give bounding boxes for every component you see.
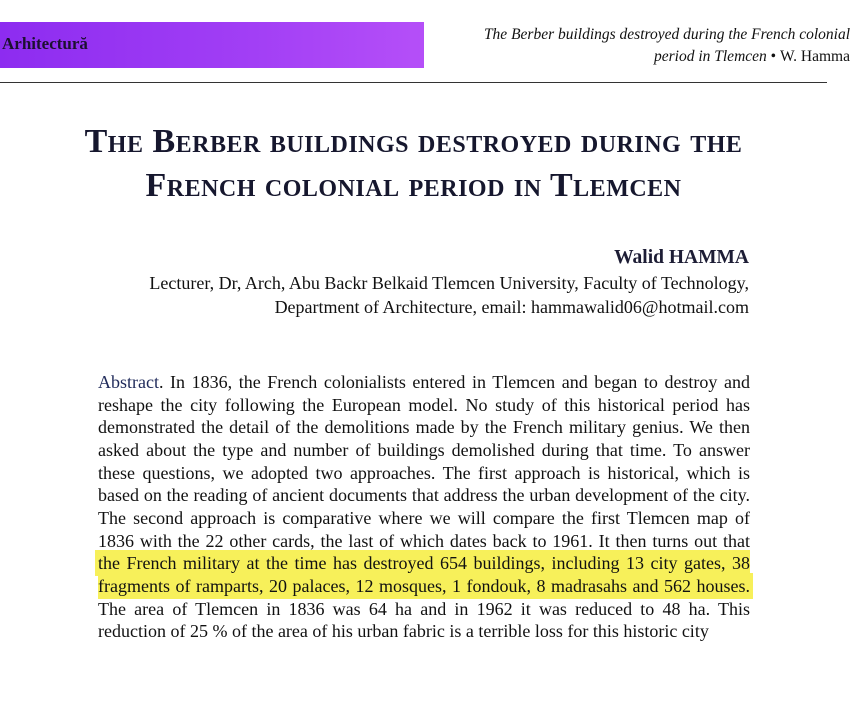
abstract-text-after: The area of Tlemcen in 1836 was 64 ha and in 1962 it was reduced to 48 ha. This reduction of 25 % of the area of his urban fabric is a terrible loss for this historic city xyxy=(98,598,750,642)
section-label: Arhitectură xyxy=(2,34,88,53)
abstract-text-before: . In 1836, the French colonialists entered in Tlemcen and began to destroy and reshape the city following the European model. No study of this historical period has demonstrated the detail of the demolitions made by the French military genius. We then asked about the type and number of buildings demolished during that time. To answer these questions, we adopted two approaches. The first approach is historical, which is based on the reading of ancient documents that address the urban development of the city. The second approach is comparative where we will compare the first Tlemcen map of 1836 with the 22 other cards, the last of which dates back to 1961. It then turns out that xyxy=(98,372,750,551)
abstract-label: Abstract xyxy=(98,372,159,392)
bullet-separator: • xyxy=(770,48,777,65)
article-title xyxy=(0,120,827,208)
running-head xyxy=(430,24,850,68)
author-name: Walid HAMMA xyxy=(614,247,749,268)
abstract-highlighted-text: the French military at the time has destroyed 654 buildings, including 13 city gates, 38 fragments of ramparts, 20 palaces, 12 mosques, 1 fondouk, 8 madrasahs and 562 houses. xyxy=(98,553,750,596)
header-rule xyxy=(0,82,827,83)
running-title-line2: period in Tlemcen xyxy=(653,48,767,65)
title-line-2: French colonial period in Tlemcen xyxy=(145,167,682,204)
author-affiliation: Lecturer, Dr, Arch, Abu Backr Belkaid Tlemcen University, Faculty of Technology, Department of Architecture, email: hammawalid06@hotmail.com xyxy=(149,273,749,317)
title-line-1: The Berber buildings destroyed during the xyxy=(84,123,743,160)
abstract-paragraph xyxy=(98,371,750,643)
running-title-line1: The Berber buildings destroyed during the French colonial xyxy=(483,26,850,43)
running-author: W. Hamma xyxy=(779,48,850,65)
